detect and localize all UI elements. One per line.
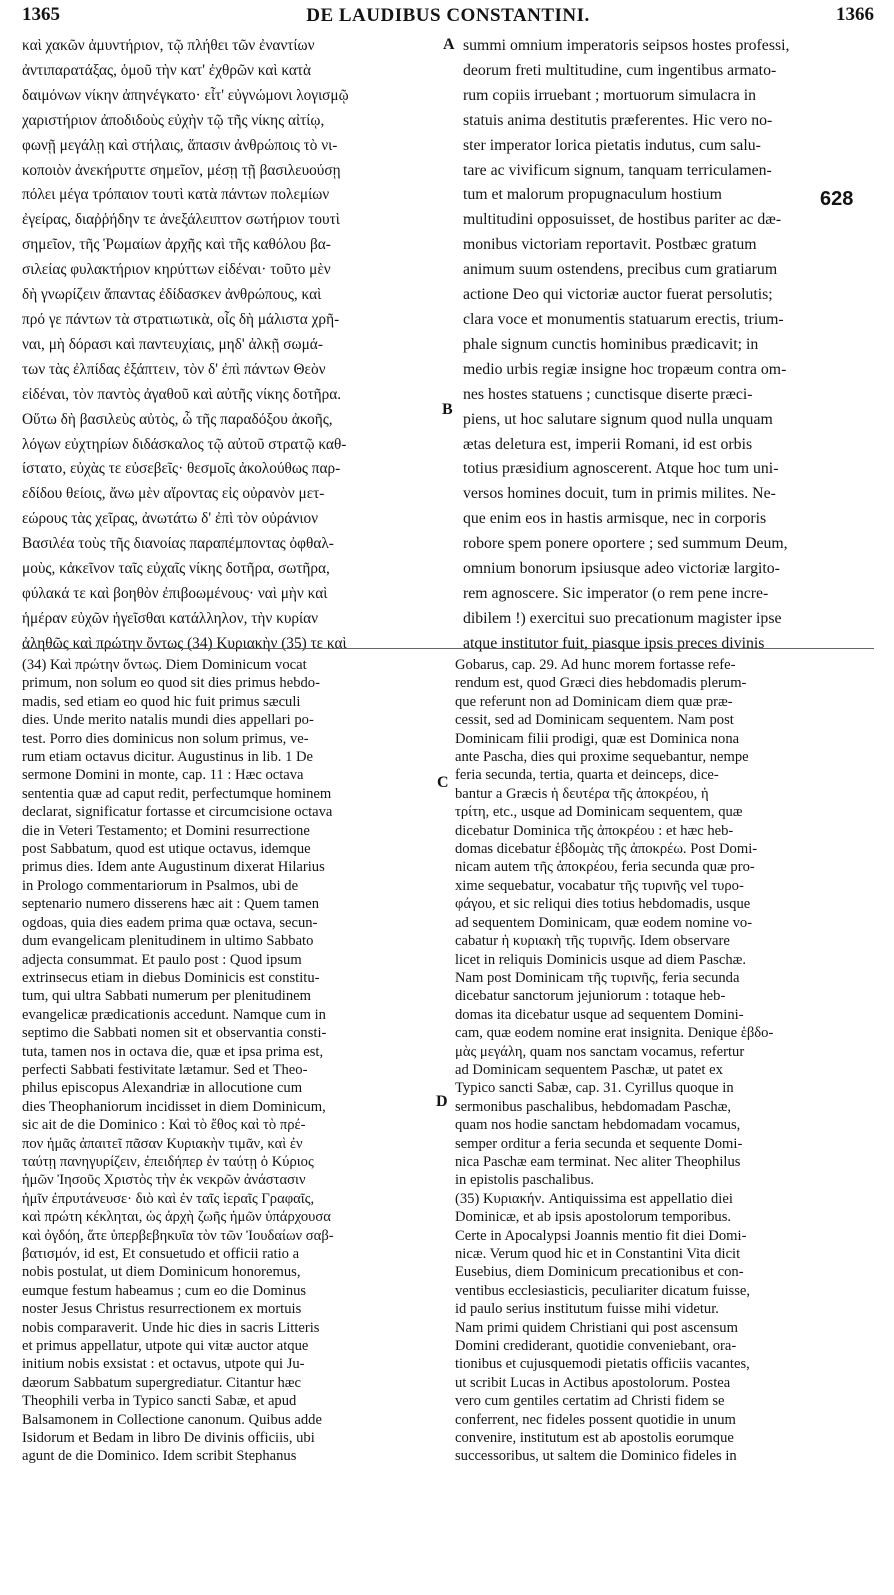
greek-text-line: εδίδου θείοις, ἄνω μὲν αἴροντας εἰς οὐρανὸν μετ- <box>22 485 325 503</box>
greek-text-line: εἰδέναι, τὸν παντὸς ἀγαθοῦ καὶ αὐτῆς νίκης δοτῆρα. <box>22 385 342 403</box>
footnote-line: primum, non solum eo quod sit dies primus hebdo- <box>22 675 320 692</box>
latin-text-line: tum et malorum propugnaculum hostium <box>463 186 722 204</box>
footnote-line: Domini crediderant, quotidie conveniebant, ora- <box>455 1338 737 1355</box>
latin-text-line: medio urbis regiæ insigne hoc tropæum contra om- <box>463 360 787 378</box>
latin-text-line: deorum freti multitudine, cum ingentibus armato- <box>463 61 777 79</box>
footnote-line: in epistolis paschalibus. <box>455 1172 595 1189</box>
footnote-line: noster Jesus Christus resurrectionem ex mortuis <box>22 1301 302 1318</box>
footnote-line: successoribus, ut saltem die Dominico fideles in <box>455 1448 737 1465</box>
footnote-line: ad Dominicam sequentem Paschæ, ut patet ex <box>455 1061 723 1078</box>
footnote-line: Nam primi quidem Christiani qui post ascensum <box>455 1319 738 1336</box>
greek-text-line: χαριστήριον ἀποδιδοὺς εὐχὴν τῷ τῆς νίκης αἰτίῳ, <box>22 111 325 129</box>
greek-text-line: καὶ χακῶν ἀμυντήριον, τῷ πλήθει τῶν ἐναντίων <box>22 37 315 54</box>
footnote-line: ut scribit Lucas in Actibus apostolorum. Postea <box>455 1374 731 1391</box>
footnote-line: ἡμῶν Ἰησοῦς Χριστὸς τὴν ἐκ νεκρῶν ἀνάστασιν <box>22 1172 306 1189</box>
footnote-line: madis, sed etiam eo quod hic fuit primus sæculi <box>22 693 301 710</box>
footnote-line: rum etiam octavus dicitur. Augustinus in lib. 1 De <box>22 749 314 766</box>
latin-text-line: multitudini opposuisset, de hostibus pariter ac dæ- <box>463 211 782 229</box>
footnote-line: cabatur ἡ κυριακὴ τῆς τυρινῆς. Idem observare <box>455 933 730 950</box>
footnote-line: Dominicæ, et ab ipsis apostolorum temporibus. <box>455 1209 732 1226</box>
latin-text-line: clara voce et monumentis statuarum erectis, trium- <box>463 310 784 328</box>
greek-text-line: πρό γε πάντων τὰ στρατιωτικὰ, οἷς δὴ μάλιστα χρῆ- <box>22 310 340 328</box>
latin-text-line: tare ac vivificum signum, tanquam terriculamen- <box>463 161 772 179</box>
footnote-line: Certe in Apocalypsi Joannis mentio fit diei Domi- <box>455 1227 747 1244</box>
greek-text-line: λόγων εὐχτηρίων διδάσκαλος τῷ αὐτοῦ στρατῷ καθ- <box>22 435 347 453</box>
footnote-line: convenire, institutum est ab apostolis eorumque <box>455 1430 734 1447</box>
greek-text-line: ἀληθῶς καὶ πρώτην ὄντως (34) Κυριακὴν (35) τε καὶ <box>22 634 347 652</box>
footnote-line: quam nos hodie sanctam hebdomadam vocamus, <box>455 1117 741 1134</box>
footnote-line: dicebatur Dominica τῆς ἀποκρέου : et hæc heb- <box>455 822 734 839</box>
footnote-line: τρίτη, etc., usque ad Dominicam sequentem, quæ <box>455 804 743 821</box>
latin-text-line: robore spem ponere oportere ; sed summum Deum, <box>463 535 788 553</box>
footnote-line: nobis postulat, ut diem Dominicum honoremus, <box>22 1264 301 1281</box>
footnote-line: καὶ ὀγδόη, ἅτε ὑπερβεβηκυῖα τὸν τῶν Ἰουδαίων σαβ- <box>22 1227 334 1244</box>
footnote-line: bantur a Græcis ἡ δευτέρα τῆς ἀποκρέου, ἡ <box>455 785 709 802</box>
footnote-line: agunt de die Dominico. Idem scribit Stephanus <box>22 1448 297 1465</box>
footnote-line: cam, quæ eodem nomine erat insignita. Denique ἑβδο- <box>455 1025 774 1042</box>
column-number: 628 <box>820 188 854 210</box>
footnote-line: primus dies. Idem ante Augustinum dixerat Hilarius <box>22 859 325 876</box>
footnote-line: nica Paschæ eam terminat. Nec aliter Theophilus <box>455 1153 741 1170</box>
greek-text-line: κοποιὸν ἀνεκήρυττε σημεῖον, μέσῃ τῇ βασιλευούσῃ <box>22 161 341 179</box>
footnote-line: que referunt non ad Dominicam diem quæ præ- <box>455 693 733 710</box>
footnote-line: initium nobis exsistat : et octavus, utpote qui Ju- <box>22 1356 305 1373</box>
greek-text-line: δὴ γνωρίζειν ἅπαντας ἐδίδασκεν ἀνθρώπους, καὶ <box>22 286 322 304</box>
footnote-line: extrinsecus etiam in diebus Dominicis est constitu- <box>22 969 320 986</box>
footnotes-right-column <box>455 656 874 1466</box>
footnote-line: domas dicebatur ἑβδομὰς τῆς ἀποκρέω. Post Domi- <box>455 841 758 858</box>
latin-text-column <box>463 34 873 657</box>
greek-text-line: ἀντιπαρατάξας, ὁμοῦ τὴν κατ' ἐχθρῶν καὶ κατὰ <box>22 61 312 79</box>
footnote-line: xime sequebatur, vocabatur τῆς τυρινῆς vel τυρο- <box>455 877 744 894</box>
latin-text-line: que enim eos in hastis armisque, nec in corporis <box>463 510 767 528</box>
footnote-line: septimo die Sabbati nomen sit et observantia consti- <box>22 1025 327 1042</box>
latin-text-line: phale signum cunctis hominibus prædicavit; in <box>463 335 759 353</box>
page-number-right: 1366 <box>836 4 874 25</box>
footnotes-left-column <box>22 656 442 1466</box>
footnote-line: licet in reliquis Dominicis usque ad diem Paschæ. <box>455 951 747 968</box>
footnote-line: sic ait de die Dominico : Καὶ τὸ ἔθος καὶ τὸ πρέ- <box>22 1117 306 1134</box>
greek-text-line: ναι, μὴ δόρασι καὶ παντευχίαις, μηδ' ἀλκῇ σωμά- <box>22 335 323 353</box>
footnote-line: Dominicam filii prodigi, quæ est Dominica nona <box>455 730 740 747</box>
footnote-line: dæorum Sabbatum supergrediatur. Citantur hæc <box>22 1374 301 1391</box>
footnote-line: dicebatur sanctorum jejuniorum : totaque heb- <box>455 988 726 1005</box>
footnote-line: perfecti Sabbati festivitate lætamur. Sed et Theo- <box>22 1061 308 1078</box>
footnote-line: domas ita dicebatur usque ad sequentem Domini- <box>455 1006 744 1023</box>
footnote-line: Typico sancti Sabæ, cap. 31. Cyrillus quoque in <box>455 1080 734 1097</box>
footnote-line: Eusebius, diem Dominicum precationibus et con- <box>455 1264 744 1281</box>
greek-text-line: φύλακά τε καὶ βοηθὸν ἐπιβοωμένους· ναὶ μὴν καὶ <box>22 584 328 602</box>
latin-text-line: ætas deletura est, imperii Romani, id est orbis <box>463 435 753 453</box>
footnote-line: evangelicæ prædicationis accedunt. Namque cum in <box>22 1006 326 1023</box>
greek-text-line: μοὺς, κἀκεῖνον ταῖς εὐχαῖς νίκης δοτῆρα, σωτῆρα, <box>22 560 330 578</box>
footnote-line: post Sabbatum, quod est utique octavus, idemque <box>22 841 311 858</box>
latin-text-line: versos homines docuit, tum in primis milites. Ne- <box>463 485 776 503</box>
page-number-left: 1365 <box>22 4 60 25</box>
footnote-line: semper orditur a feria secunda et sequente Domi- <box>455 1135 743 1152</box>
footnote-line: vero cum gentiles certatim ad Christi fidem se <box>455 1393 725 1410</box>
greek-text-line: εώρους τὰς χεῖρας, ἀνωτάτω δ' ἐπὶ τὸν οὐράνιον <box>22 510 319 528</box>
section-marker-c: C <box>437 774 449 791</box>
greek-text-line: πόλει μέγα τρόπαιον τουτὶ κατὰ πάντων πολεμίων <box>22 186 330 204</box>
footnote-line: Theophili verba in Typico sancti Sabæ, et apud <box>22 1393 297 1410</box>
latin-text-line: dibilem !) exercitui suo precationum magister ipse <box>463 609 782 627</box>
footnote-line: sermonibus paschalibus, hebdomadam Paschæ, <box>455 1098 732 1115</box>
footnote-line: πον ἡμᾶς ἀπαιτεῖ πᾶσαν Κυριακὴν τιμᾶν, καὶ ἐν <box>22 1135 303 1152</box>
footnote-line: test. Porro dies dominicus non solum primus, ve- <box>22 730 309 747</box>
greek-text-line: των τὰς ἐλπίδας ἐξάπτειν, τὸν δ' ἐπὶ πάντων Θεὸν <box>22 360 326 378</box>
footnote-line: Balsamonem in Collectione canonum. Quibus adde <box>22 1411 322 1428</box>
latin-text-line: actione Deo qui victoriæ auctor fuerat persolutis; <box>463 286 773 304</box>
footnote-line: dies Theophaniorum incidisset in diem Dominicum, <box>22 1098 326 1115</box>
running-title: DE LAUDIBUS CONSTANTINI. <box>306 5 590 26</box>
footnote-line: καὶ πρώτη κέκληται, ὡς ἀρχὴ ζωῆς ἡμῶν ὑπάρχουσα <box>22 1209 331 1226</box>
section-marker-d: D <box>436 1093 448 1110</box>
footnote-line: Gobarus, cap. 29. Ad hunc morem fortasse refe- <box>455 657 736 673</box>
footnote-line: ogdoas, quia dies eadem prima quæ octava, secun- <box>22 914 318 931</box>
footnote-line: ante Pascha, dies qui proxime sequebantur, nempe <box>455 749 749 766</box>
footnote-line: μὰς μεγάλη, quam nos sanctam vocamus, refertur <box>455 1043 745 1060</box>
footnote-line: ad sequentem Dominicam, quæ eodem nomine vo- <box>455 914 753 931</box>
section-marker-b: B <box>442 401 453 418</box>
latin-text-line: animum suum ostendens, precibus cum gratiarum <box>463 261 778 279</box>
greek-text-line: δαιμόνων νίκην ἀπηνέγκατο· εἶτ' εὐγνώμονι λογισμῷ <box>22 86 349 104</box>
greek-text-column <box>22 34 442 657</box>
footnote-line: φάγου, et sic reliqui dies totius hebdomadis, usque <box>455 896 751 913</box>
footnote-line: adjecta consummat. Et paulo post : Quod ipsum <box>22 951 302 968</box>
footnote-line: sententia quæ ad caput redit, perfectumque hominem <box>22 785 332 802</box>
greek-text-line: ίστατο, εὐχὰς τε εὐσεβεῖς· θεσμοῖς ἀκολούθως παρ- <box>22 460 341 478</box>
greek-text-line: Οὕτω δὴ βασιλεὺς αὐτὸς, ὦ τῆς παραδόξου ἀκοῆς, <box>22 410 333 428</box>
section-marker-a: A <box>443 36 455 53</box>
footnote-line: conferrent, nec fideles possent quotidie in unum <box>455 1411 736 1428</box>
footnote-line: septenario numero disserens hæc ait : Quem tamen <box>22 896 320 913</box>
footnote-line: eumque festum habeamus ; cum eo die Dominus <box>22 1282 307 1299</box>
footnote-line: tuta, tamen nos in octava die, quæ et ipsa prima est, <box>22 1043 324 1060</box>
footnote-line: declarat, significatur fortasse et circumcisione octava <box>22 804 333 821</box>
greek-text-line: σημεῖον, τῆς Ῥωμαίων ἀρχῆς καὶ τῆς καθόλου βα- <box>22 236 331 254</box>
latin-text-line: totius præsidium agnoscerent. Atque hoc tum uni- <box>463 460 779 478</box>
footnote-line: et primus appellatur, utpote qui vitæ auctor atque <box>22 1338 309 1355</box>
latin-text-line: rum copiis irruebant ; mortuorum simulacra in <box>463 86 757 104</box>
footnote-line: rendum est, quod Græci dies hebdomadis plerum- <box>455 675 747 692</box>
footnote-line: (34) Καὶ πρώτην ὄντως. Diem Dominicum vocat <box>22 657 307 673</box>
footnote-line: nicam autem τῆς ἀποκρέου, feria secunda quæ pro- <box>455 859 755 876</box>
latin-text-line: nes hostes statuens ; cunctisque diserte præci- <box>463 385 753 403</box>
footnote-line: tionibus et cujusquemodi pietatis officiis vacantes, <box>455 1356 750 1373</box>
latin-text-line: omnium bonorum ipsiusque adeo victoriæ largito- <box>463 560 780 578</box>
footnote-line: Isidorum et Bedam in libro De divinis officiis, ubi <box>22 1430 315 1447</box>
footnote-line: ventibus ecclesiasticis, peculiariter dicatum fuisse, <box>455 1282 751 1299</box>
greek-text-line: ἡμέραν εὐχῶν ἡγεῖσθαι κατάλληλον, τὴν κυρίαν <box>22 609 319 627</box>
latin-text-line: rem agnoscere. Sic imperator (o rem pene incre- <box>463 584 769 602</box>
footnote-line: in Prologo commentariorum in Psalmos, ubi de <box>22 877 299 894</box>
latin-text-line: atque institutor fuit, piasque ipsis preces divinis <box>463 634 765 652</box>
latin-text-line: ster imperator lorica pietatis indutus, cum salu- <box>463 136 761 154</box>
footnote-line: dum evangelicam plenitudinem in ultimo Sabbato <box>22 933 314 950</box>
latin-text-line: piens, ut hoc salutare signum quod nulla unquam <box>463 410 773 428</box>
running-header <box>22 4 874 30</box>
greek-text-line: ἐγείρας, διαῤῥήδην τε ἀνεξάλειπτον σωτήριον τουτὶ <box>22 211 340 229</box>
footnote-line: die in Veteri Testamento; et Domini resurrectione <box>22 822 310 839</box>
latin-text-line: monibus victoriam reportavit. Postbæc gratum <box>463 236 757 254</box>
footnote-line: nobis comparaverit. Unde hic dies in sacris Litteris <box>22 1319 320 1336</box>
footnote-line: tum, qui ultra Sabbati numerum per plenitudinem <box>22 988 311 1005</box>
footnote-line: Nam post Dominicam τῆς τυρινῆς, feria secunda <box>455 969 740 986</box>
greek-text-line: φωνῇ μεγάλῃ καὶ στήλαις, ἅπασιν ἀνθρώποις τὸ νι- <box>22 136 338 154</box>
footnote-line: ἡμῖν ἐπρυτάνευσε· διὸ καὶ ἐν ταῖς ἱεραῖς Γραφαῖς, <box>22 1190 315 1207</box>
greek-text-line: Βασιλέα τοὺς τῆς διανοίας παραπέμποντας ὀφθαλ- <box>22 535 334 553</box>
footnote-line: ταύτῃ πανηγυρίζειν, ἐπειδήπερ ἐν ταύτῃ ὁ Κύριος <box>22 1153 314 1170</box>
footnote-line: dies. Unde merito natalis mundi dies appellari po- <box>22 712 314 729</box>
greek-text-line: σιλείας φυλακτήριον κηρύττων εἰδέναι· τοῦτο μὲν <box>22 261 331 279</box>
footnote-line: nicæ. Verum quod hic et in Constantini Vita dicit <box>455 1246 741 1262</box>
footnote-line: philus episcopus Alexandriæ in allocutione cum <box>22 1080 303 1097</box>
footnote-line: feria secunda, tertia, quarta et deinceps, dice- <box>455 767 719 784</box>
footnote-line: βατισμόν, id est, Et consuetudo et officii ratio a <box>22 1246 300 1262</box>
footnote-divider <box>22 648 874 649</box>
footnote-line: sermone Domini in monte, cap. 11 : Hæc octava <box>22 767 304 784</box>
latin-text-line: summi omnium imperatoris seipsos hostes professi, <box>463 37 790 54</box>
footnote-line: id paulo serius institutum fuisse mihi videtur. <box>455 1301 719 1318</box>
footnote-line: cessit, sed ad Dominicam sequentem. Nam post <box>455 712 734 729</box>
latin-text-line: statuis anima destitutis præferentes. Hic vero no- <box>463 111 773 129</box>
footnote-line: (35) Κυριακήν. Antiquissima est appellatio diei <box>455 1190 733 1207</box>
